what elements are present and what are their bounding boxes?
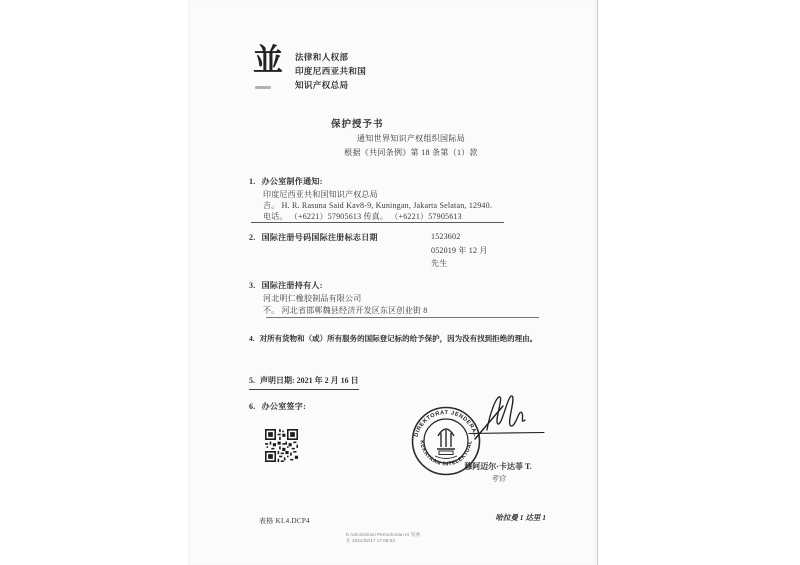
ministry-line: 法律和人权部 bbox=[295, 52, 349, 62]
section-3-divider bbox=[266, 317, 539, 318]
stamp-top-text: DIREKTORAT JENDERAL bbox=[413, 409, 479, 438]
registration-number: 1523602 bbox=[431, 232, 461, 241]
section-3-number: 3. bbox=[249, 281, 256, 290]
stamp-bottom-text: KEKAYAAN INTELEKTUAL bbox=[418, 439, 474, 468]
section-4-statement bbox=[249, 333, 537, 344]
qr-code-graphic bbox=[265, 429, 298, 462]
form-code: 表格 KI.4.DCP4 bbox=[259, 517, 310, 525]
subtitle-line: 通知世界知识产权组织国际局 bbox=[357, 134, 465, 143]
section-1-heading bbox=[249, 176, 323, 187]
esign-note bbox=[346, 532, 420, 544]
section-1-number: 1. bbox=[249, 177, 256, 186]
section-1-underline bbox=[251, 222, 504, 223]
section-1-title: 办公室制作通知: bbox=[261, 177, 323, 186]
ministry-line: 印度尼西亚共和国 bbox=[295, 66, 367, 76]
section-1-phone-fax: 电话。 （+6221）57905613 传真。 （+6221）57905613 bbox=[263, 212, 462, 221]
signer-role: 考官 bbox=[490, 474, 506, 483]
signer-name: 穆阿迈尔·卡达菲 T. bbox=[464, 462, 532, 471]
section-5-statement-date bbox=[249, 375, 359, 390]
section-2-heading bbox=[249, 232, 378, 243]
ministry-logo-caption bbox=[255, 86, 271, 89]
section-2-title: 国际注册号码国际注册标志日期 bbox=[261, 233, 378, 242]
registration-title: 先生 bbox=[431, 259, 448, 268]
section-4-text: 对所有货物和（或）所有服务的国际登记标的给予保护，因为没有找到拒绝的理由。 bbox=[259, 334, 538, 343]
qr-code bbox=[265, 429, 298, 462]
section-6-heading bbox=[249, 401, 306, 412]
stamp-tree-logo bbox=[435, 429, 457, 459]
document-subtitle bbox=[291, 132, 531, 159]
document-title: 保护授予书 bbox=[331, 120, 384, 130]
section-6-title: 办公室签字: bbox=[261, 402, 307, 411]
esign-line: E Administrasi Permohonan KI 签署 bbox=[346, 532, 421, 538]
section-1-address: 吉。 H. R. Rasuna Said Kav8-9, Kuningan, Jakarta Selatan, 12940. bbox=[263, 201, 493, 210]
ministry-logo: 並 bbox=[253, 44, 283, 77]
section-6-number: 6. bbox=[249, 402, 256, 411]
holder-address: 不。 河北省邯郸魏县经济开发区东区创业街 8 bbox=[263, 306, 428, 315]
section-5-number: 5. bbox=[249, 376, 255, 385]
document-page bbox=[188, 0, 598, 565]
section-1-office-name: 印度尼西亚共和国知识产权总局 bbox=[263, 190, 378, 199]
section-3-title: 国际注册持有人: bbox=[261, 281, 323, 290]
signature-graphic bbox=[457, 390, 552, 442]
handwritten-signature bbox=[457, 390, 552, 442]
section-3-heading bbox=[249, 280, 323, 291]
section-2-number: 2. bbox=[249, 233, 256, 242]
holder-name: 河北明仁橡胶制品有限公司 bbox=[263, 294, 362, 303]
ministry-header bbox=[295, 50, 366, 92]
page-indicator: 哈拉曼 1 达里 1 bbox=[495, 513, 546, 522]
subtitle-line: 根据《共同条例》第 18 条第（1）款 bbox=[344, 147, 478, 157]
section-5-text: 声明日期: 2021 年 2 月 16 日 bbox=[260, 376, 359, 385]
esign-line: 在 2021/02/17 17:06:53 bbox=[346, 539, 395, 544]
ministry-line: 知识产权总局 bbox=[295, 80, 349, 90]
section-4-number: 4. bbox=[249, 334, 255, 343]
registration-date: 052019 年 12 月 bbox=[431, 246, 488, 255]
